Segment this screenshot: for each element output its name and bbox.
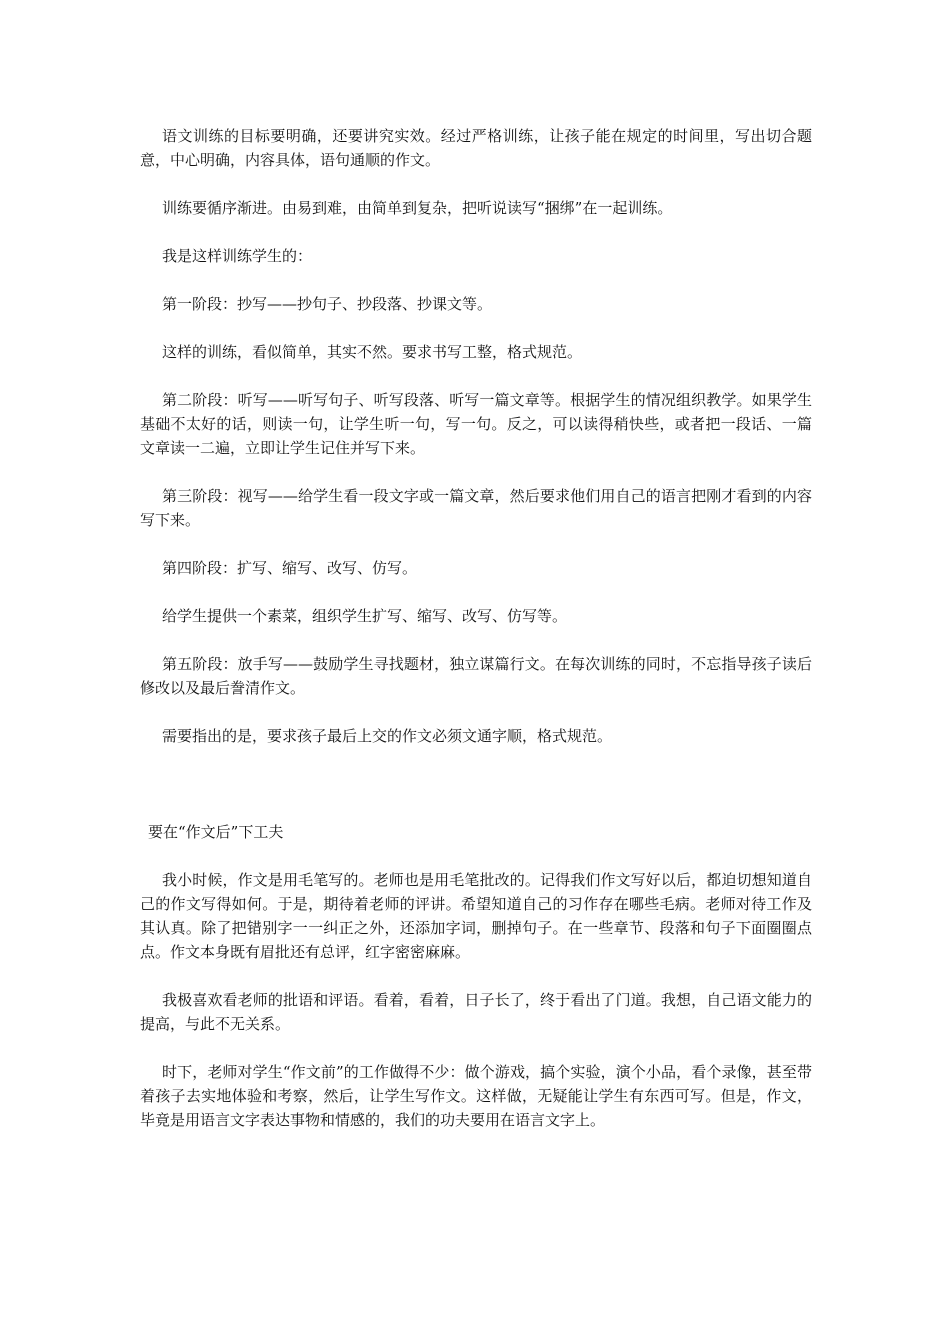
paragraph-method-intro: 我是这样训练学生的：: [162, 247, 313, 265]
paragraph-stage-2: 第二阶段：听写——听写句子、听写段落、听写一篇文章等。根据学生的情况组织教学。如果学生基础不太好的话，则读一句，让学生听一句，写一句。反之，可以读得稍快些，或者把一段话、一篇文章读一二遍，立即让学生记住并写下来。: [140, 391, 812, 457]
paragraph-current-practice: 时下，老师对学生“作文前”的工作做得不少：做个游戏，搞个实验，演个小品，看个录像，甚至带着孩子去实地体验和考察，然后，让学生写作文。这样做，无疑能让学生有东西可写。但是，作文，毕竟是用语言文字表达事物和情感的，我们的功夫要用在语言文字上。: [140, 1063, 812, 1129]
section-gap: [140, 772, 812, 820]
paragraph-stage-1: 第一阶段：抄写——抄句子、抄段落、抄课文等。: [162, 295, 493, 313]
paragraph-childhood-memory: 我小时候，作文是用毛笔写的。老师也是用毛笔批改的。记得我们作文写好以后，都迫切想知道自己的作文写得如何。于是，期待着老师的评讲。希望知道自己的习作存在哪些毛病。老师对待工作及其认真。除了把错别字一一纠正之外，还添加字词，删掉句子。在一些章节、段落和句子下面圈圈点点。作文本身既有眉批还有总评，红字密密麻麻。: [140, 871, 812, 961]
paragraph-requirement: 需要指出的是，要求孩子最后上交的作文必须文通字顺，格式规范。: [162, 727, 613, 745]
paragraph-stage-3: 第三阶段：视写——给学生看一段文字或一篇文章，然后要求他们用自己的语言把刚才看到的内容写下来。: [140, 487, 812, 529]
paragraph-training-goal: 语文训练的目标要明确，还要讲究实效。经过严格训练，让孩子能在规定的时间里，写出切合题意，中心明确，内容具体，语句通顺的作文。: [140, 127, 812, 169]
paragraph-stage-5: 第五阶段：放手写——鼓励学生寻找题材，独立谋篇行文。在每次训练的同时，不忘指导孩子读后修改以及最后誊清作文。: [140, 655, 812, 697]
paragraph-stage-4-note: 给学生提供一个素菜，组织学生扩写、缩写、改写、仿写等。: [162, 607, 568, 625]
section-heading: 要在“作文后”下工夫: [148, 823, 284, 841]
paragraph-teacher-comments: 我极喜欢看老师的批语和评语。看着，看着，日子长了，终于看出了门道。我想，自己语文能力的提高，与此不无关系。: [140, 991, 812, 1033]
paragraph-step-by-step: 训练要循序渐进。由易到难，由简单到复杂，把听说读写“捆绑”在一起训练。: [162, 199, 673, 217]
paragraph-stage-4: 第四阶段：扩写、缩写、改写、仿写。: [162, 559, 418, 577]
paragraph-stage-1-note: 这样的训练，看似简单，其实不然。要求书写工整，格式规范。: [162, 343, 583, 361]
document-body: [140, 124, 812, 1156]
